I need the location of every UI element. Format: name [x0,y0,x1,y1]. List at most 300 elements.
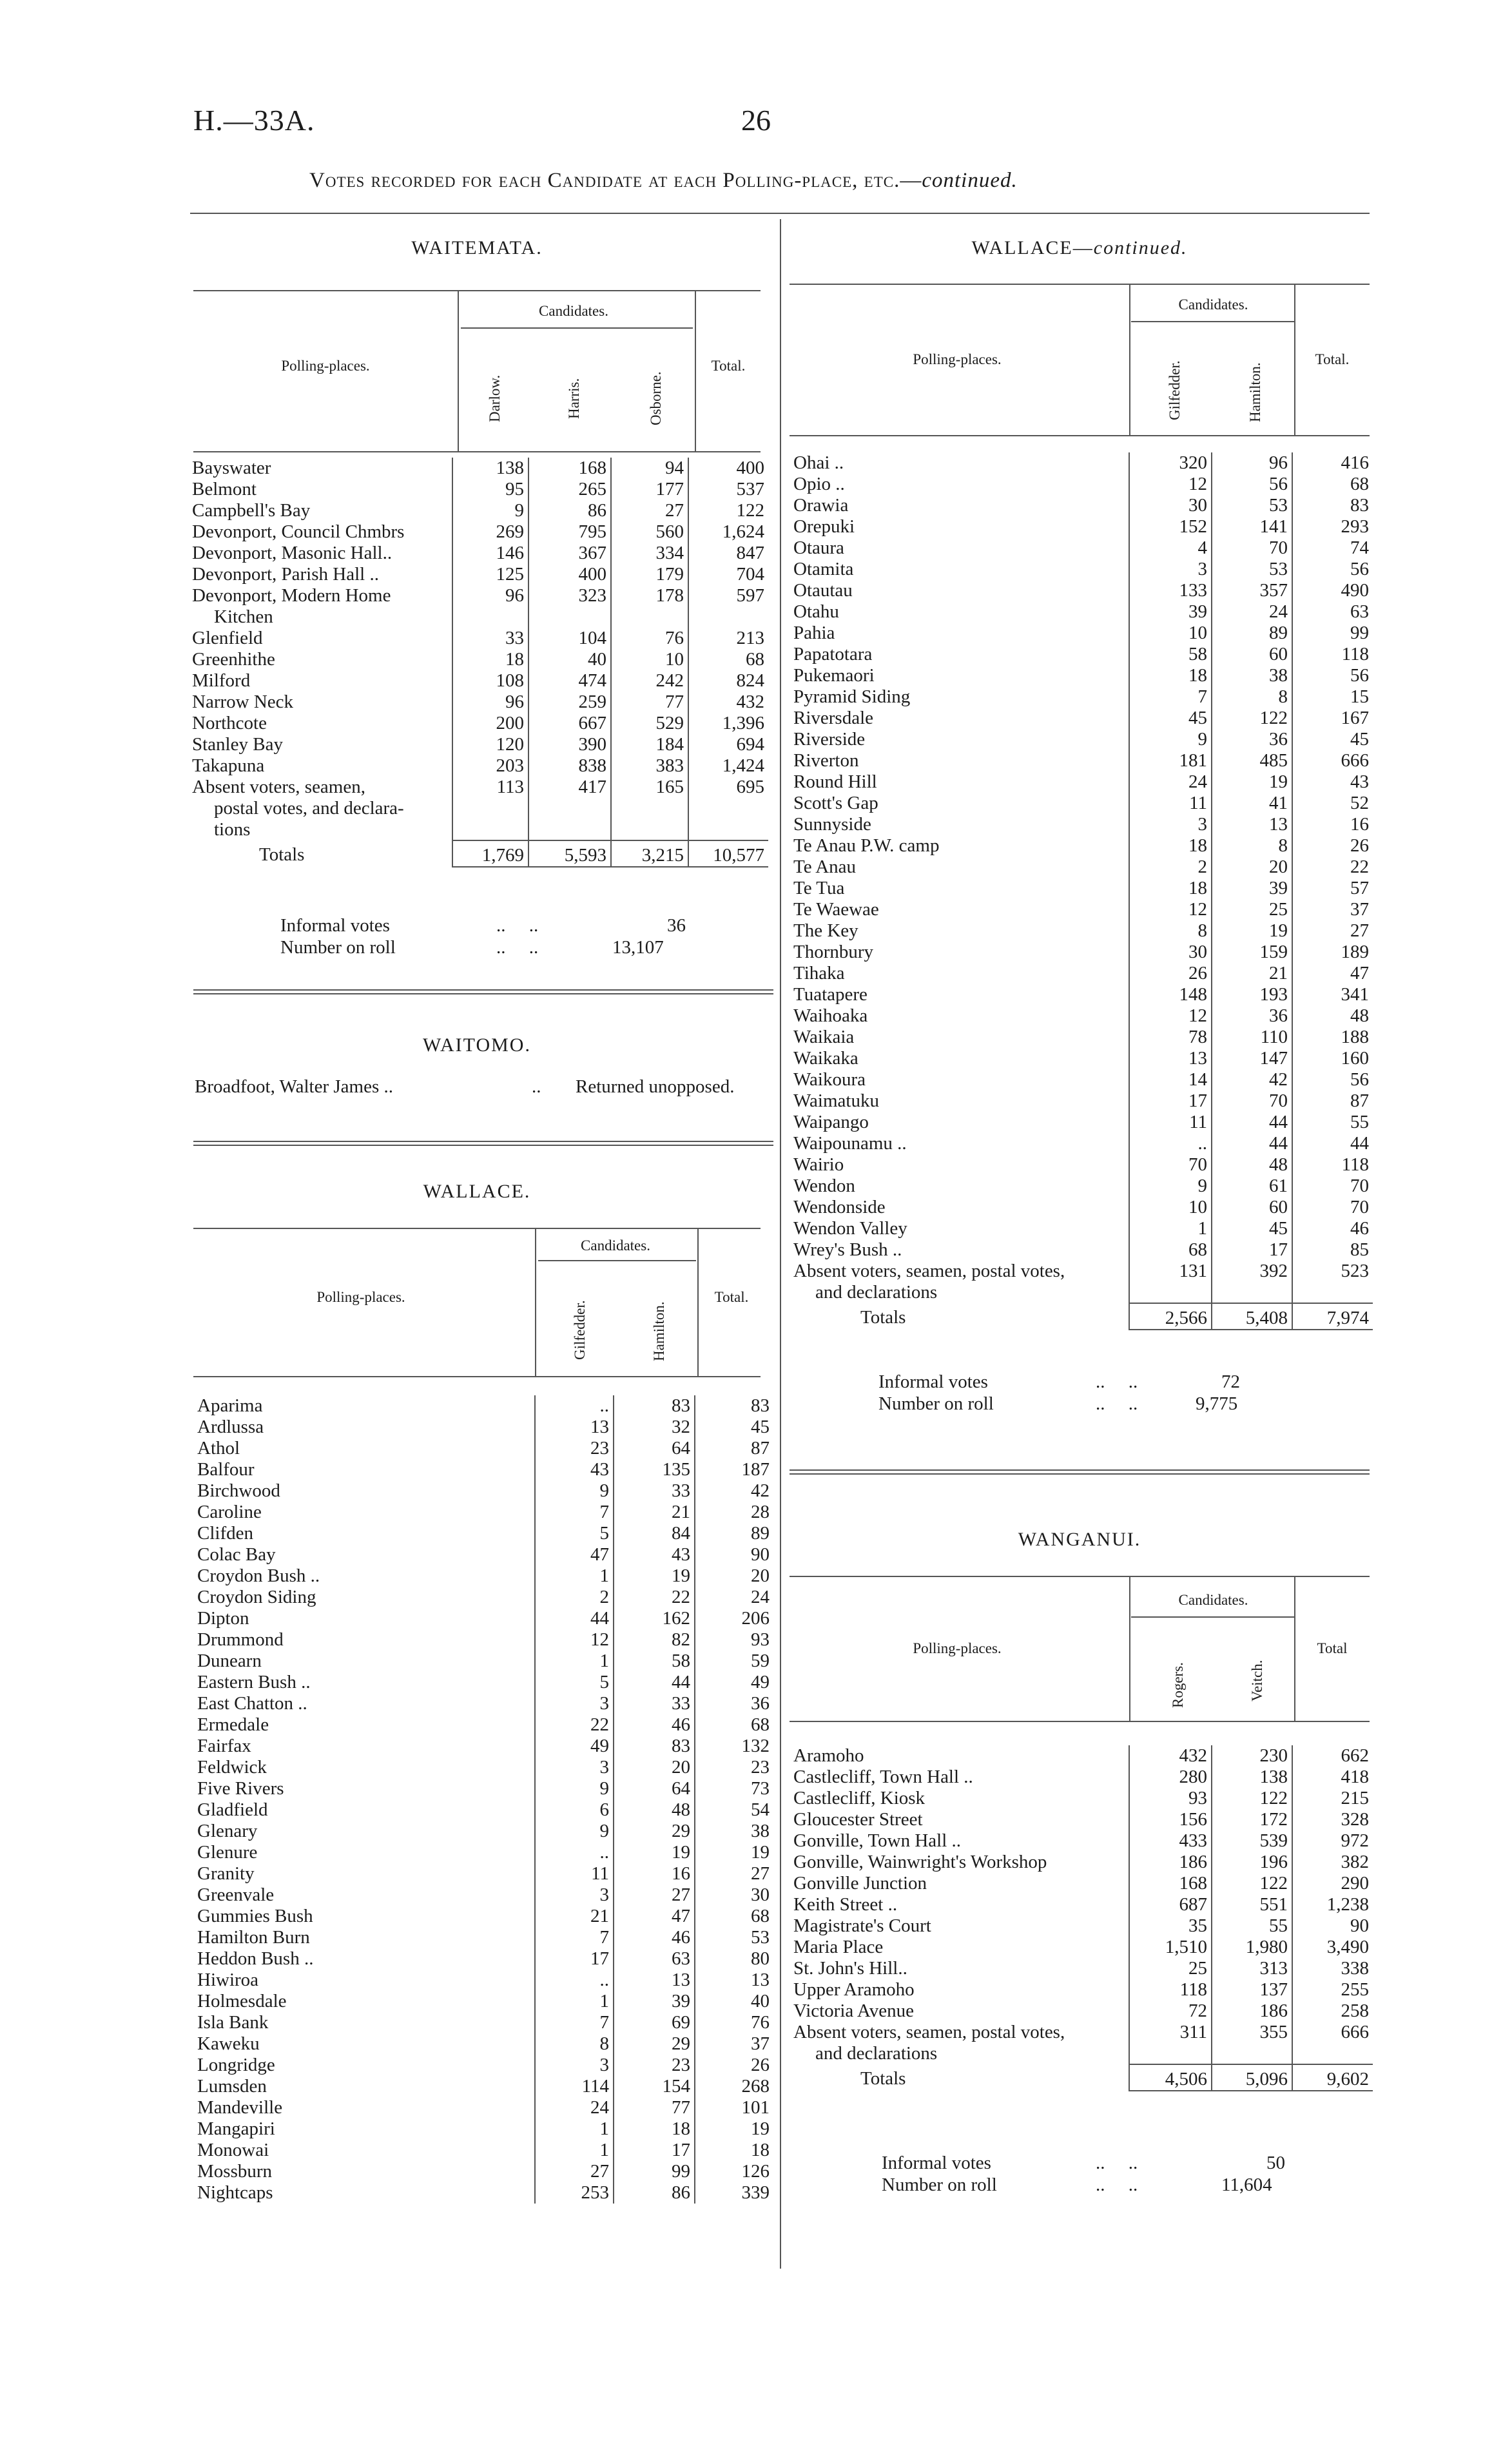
table-row [193,2076,773,2097]
polling-place: Absent voters, seamen, [192,777,365,797]
candidate-total: 2,566 [1129,1303,1212,1330]
polling-place: Devonport, Masonic Hall.. [192,543,393,563]
wanganui-table [790,1745,1373,2091]
row-total: 1,624 [688,521,768,543]
candidate-votes: 8 [1212,686,1292,708]
caption-main: Votes recorded for each Candidate at each Polling-place, etc.— [309,169,922,192]
candidate-total: 5,593 [528,840,611,867]
wallace-table-a [193,1395,773,2204]
grand-total: 10,577 [688,840,768,867]
table-row [188,606,768,628]
row-total: 87 [695,1438,773,1459]
table-row [790,686,1373,708]
polling-place: Stanley Bay [192,734,283,755]
polling-place: Aramoho [793,1745,864,1766]
row-total: 972 [1292,1830,1373,1852]
candidate-votes: 95 [452,479,528,500]
table-row [790,814,1373,835]
row-total: 258 [1292,2001,1373,2022]
table-row [790,1894,1373,1915]
page-caption [309,169,1018,193]
polling-place: Holmesdale [197,1991,287,2011]
table-row [193,1842,773,1863]
candidate-votes: 44 [535,1608,614,1629]
candidate-votes: 53 [1212,495,1292,516]
row-total: 68 [695,1714,773,1736]
candidate-votes: 7 [1129,686,1212,708]
candidate-votes: 18 [1129,835,1212,857]
polling-place: Otamita [793,559,854,579]
polling-place: Colac Bay [197,1544,276,1565]
table-row [790,963,1373,984]
candidate-votes: 230 [1212,1745,1292,1767]
polling-place: Gladfield [197,1799,268,1820]
candidate-votes: 24 [535,2097,614,2118]
row-total: 118 [1292,1154,1373,1176]
candidate-votes: 355 [1212,2022,1292,2043]
polling-place: Heddon Bush .. [197,1948,314,1969]
candidate-votes: 3 [535,1757,614,1778]
table-row [188,713,768,734]
polling-place: Wendon Valley [793,1218,907,1239]
wallace-candidates-header: Candidates. [581,1237,650,1254]
polling-place: Wrey's Bush .. [793,1239,902,1260]
table-row [188,479,768,500]
row-total: 59 [695,1651,773,1672]
row-total: 382 [1292,1852,1373,1873]
polling-place: Bayswater [192,458,271,478]
table-row [193,1629,773,1651]
candidate-votes: 64 [614,1438,695,1459]
candidate-votes: 14 [1129,1069,1212,1090]
wanganui-rows [790,1745,1373,2091]
candidate-votes: 113 [452,777,528,798]
polling-place: Hiwiroa [197,1970,259,1990]
table-row [193,2161,773,2182]
candidate-votes: 18 [452,649,528,670]
candidate-votes: 1 [535,1991,614,2012]
table-row [790,1069,1373,1090]
polling-place: Isla Bank [197,2012,269,2033]
candidate-votes: .. [1129,1133,1212,1154]
candidate-votes: 108 [452,670,528,692]
wallace-cont-title [790,237,1370,259]
row-total: 400 [688,458,768,479]
wallace-head-rule-top [193,1228,761,1229]
table-row [193,1438,773,1459]
row-total: 597 [688,585,768,606]
table-row [790,559,1373,580]
candidate-votes: 390 [528,734,611,755]
candidate-votes: 84 [614,1523,695,1544]
candidate-votes: 39 [614,1991,695,2012]
grand-total: 7,974 [1292,1303,1373,1330]
candidate-votes: 11 [1129,1112,1212,1133]
polling-place: Absent voters, seamen, postal votes, [793,2022,1065,2042]
candidate-votes: 19 [1212,920,1292,942]
candidate-votes: 29 [614,1821,695,1842]
candidate-votes: 60 [1212,644,1292,665]
table-row [193,1480,773,1502]
row-total: 53 [695,1927,773,1948]
candidate-total: 4,506 [1129,2064,1212,2091]
polling-place: Fairfax [197,1736,251,1756]
candidate-votes: 8 [1129,920,1212,942]
table-row [790,1958,1373,1979]
wanganui-head-rule-top [790,1576,1370,1577]
table-row [193,1991,773,2012]
candidate-votes: 432 [1129,1745,1212,1767]
wanganui-head-rule-bottom [790,1721,1370,1722]
polling-place: postal votes, and declara- [214,798,404,819]
candidate-votes: 3 [1129,814,1212,835]
row-total [688,819,768,840]
totals-label: Totals [860,1307,906,1328]
candidate-votes: 27 [611,500,688,521]
candidate-votes: 35 [1129,1915,1212,1937]
candidate-votes: 9 [535,1778,614,1799]
candidate-votes: 20 [614,1757,695,1778]
polling-place: Riversdale [793,708,874,728]
candidate-votes: 159 [1212,942,1292,963]
candidate-votes [1212,1282,1292,1303]
wallace-cont-candidates-header: Candidates. [1178,296,1248,313]
candidate-votes: 43 [614,1544,695,1565]
candidate-votes: 29 [614,2033,695,2055]
polling-place: Birchwood [197,1480,280,1501]
row-total: 87 [1292,1090,1373,1112]
table-row [790,623,1373,644]
candidate-votes: 1 [535,1565,614,1587]
table-row [790,835,1373,857]
table-row [193,1459,773,1480]
candidate-votes: 1 [535,2118,614,2140]
row-total: 13 [695,1970,773,1991]
top-rule [190,213,1370,214]
candidate-votes: 44 [1212,1112,1292,1133]
table-row [193,1863,773,1885]
polling-place: Lumsden [197,2076,267,2097]
candidate-votes: 39 [1212,878,1292,899]
polling-place: Kaweku [197,2033,260,2054]
candidate-votes: 10 [1129,623,1212,644]
table-row [790,516,1373,538]
table-row [790,2001,1373,2022]
candidate-votes: 400 [528,564,611,585]
candidate-votes: 76 [611,628,688,649]
candidate-votes: 77 [614,2097,695,2118]
polling-place: Pukemaori [793,665,875,686]
table-row [193,1970,773,1991]
polling-place: Balfour [197,1459,255,1480]
candidate-votes: 17 [1129,1090,1212,1112]
polling-place: Hamilton Burn [197,1927,310,1948]
wallace-head-rule-bottom [193,1376,761,1377]
table-row [790,1005,1373,1027]
polling-place: Clifden [197,1523,253,1544]
polling-place: Wairio [793,1154,844,1175]
candidate-votes [611,606,688,628]
candidate-votes [452,606,528,628]
row-total: 666 [1292,750,1373,771]
polling-place: Athol [197,1438,240,1458]
row-total: 90 [695,1544,773,1565]
candidate-votes: 9 [535,1821,614,1842]
polling-place: St. John's Hill.. [793,1958,907,1979]
row-total: 213 [688,628,768,649]
table-row [188,543,768,564]
candidate-votes: 30 [1129,942,1212,963]
candidate-votes: 58 [1129,644,1212,665]
candidate-votes: 13 [614,1970,695,1991]
polling-place: Waikoura [793,1069,866,1090]
table-row [790,1176,1373,1197]
row-total: 339 [695,2182,773,2204]
candidate-votes: 392 [1212,1261,1292,1282]
candidate-votes: 135 [614,1459,695,1480]
table-row [790,1239,1373,1261]
polling-place: Papatotara [793,644,873,664]
candidate-votes: 141 [1212,516,1292,538]
table-row [790,1133,1373,1154]
waitomo-end-rule-2 [193,1145,773,1146]
table-row [790,452,1373,474]
candidate-votes: 265 [528,479,611,500]
candidate-votes: 417 [528,777,611,798]
row-total: 80 [695,1948,773,1970]
candidate-votes: 39 [1129,601,1212,623]
candidate-votes: 168 [1129,1873,1212,1894]
wanganui-title: WANGANUI. [1018,1529,1141,1550]
row-total: 160 [1292,1048,1373,1069]
row-total: 83 [1292,495,1373,516]
row-total: 167 [1292,708,1373,729]
candidate-votes: 53 [1212,559,1292,580]
row-total: 76 [695,2012,773,2033]
candidate-votes: 24 [1129,771,1212,793]
row-total [1292,1282,1373,1303]
candidate-votes: 27 [614,1885,695,1906]
table-row [790,1830,1373,1852]
table-row [193,2140,773,2161]
table-row [193,2055,773,2076]
row-total: 3,490 [1292,1937,1373,1958]
waitemata-candidate-2: Harris. [566,378,582,419]
candidate-votes: 2 [1129,857,1212,878]
candidate-votes: 24 [1212,601,1292,623]
candidate-votes: 118 [1129,1979,1212,2001]
row-total: 47 [1292,963,1373,984]
candidate-votes: 162 [614,1608,695,1629]
candidate-votes: 89 [1212,623,1292,644]
table-row [188,628,768,649]
row-total: 1,424 [688,755,768,777]
row-total: 99 [1292,623,1373,644]
polling-place: Thornbury [793,942,874,962]
wallace-cont-title-italic: continued. [1093,237,1188,258]
wanganui-total-vrule [1294,1576,1295,1721]
table-row [790,665,1373,686]
polling-place: Sunnyside [793,814,871,835]
row-total: 45 [695,1417,773,1438]
table-row [790,474,1373,495]
candidate-votes [528,798,611,819]
row-total: 63 [1292,601,1373,623]
candidate-votes: 36 [1212,1005,1292,1027]
waitemata-total-vrule [695,290,696,451]
row-total: 89 [695,1523,773,1544]
polling-place: Orepuki [793,516,855,537]
candidate-votes: 33 [614,1693,695,1714]
polling-place: tions [214,819,251,840]
candidate-votes: 172 [1212,1809,1292,1830]
candidate-votes: 433 [1129,1830,1212,1852]
row-total: 20 [695,1565,773,1587]
candidate-votes: 41 [1212,793,1292,814]
table-row [188,521,768,543]
polling-place: and declarations [815,2043,938,2064]
candidate-votes: 18 [1129,878,1212,899]
polling-place: Kitchen [214,606,273,627]
table-row [188,798,768,819]
candidate-votes: 13 [535,1417,614,1438]
candidate-votes: 68 [1129,1239,1212,1261]
candidate-votes [528,819,611,840]
row-total: 42 [695,1480,773,1502]
row-total: 49 [695,1672,773,1693]
table-row [193,1757,773,1778]
candidate-votes: 19 [614,1842,695,1863]
polling-place: Waihoaka [793,1005,868,1026]
table-row [790,729,1373,750]
candidate-votes: 485 [1212,750,1292,771]
row-total: 93 [695,1629,773,1651]
candidate-votes: 69 [614,2012,695,2033]
table-row [790,1261,1373,1282]
table-row [790,920,1373,942]
polling-place: Takapuna [192,755,265,776]
candidate-votes: 12 [535,1629,614,1651]
row-total: 28 [695,1502,773,1523]
candidate-votes [528,606,611,628]
candidate-votes: 19 [614,1565,695,1587]
wallace-cont-candidates-rule [1131,321,1295,322]
candidate-votes: 13 [1212,814,1292,835]
candidate-votes: 11 [535,1863,614,1885]
polling-place: Victoria Avenue [793,2001,914,2021]
wallace-informal-dots: .. .. [1096,1371,1138,1392]
candidate-votes: 20 [1212,857,1292,878]
waitemata-roll-value: 13,107 [612,937,664,958]
polling-place: Mangapiri [197,2118,275,2139]
candidate-votes: 12 [1129,899,1212,920]
table-row [193,1651,773,1672]
waitemata-rows [188,458,768,867]
row-total: 118 [1292,644,1373,665]
wallace-informal-value: 72 [1221,1371,1240,1392]
candidate-votes: 55 [1212,1915,1292,1937]
table-row [790,857,1373,878]
wallace-cont-head-rule-bottom [790,435,1370,436]
row-total: 46 [1292,1218,1373,1239]
candidate-votes: 184 [611,734,688,755]
row-total: 70 [1292,1197,1373,1218]
candidate-votes: 133 [1129,580,1212,601]
table-row [790,942,1373,963]
candidate-votes: 122 [1212,1873,1292,1894]
row-total: 704 [688,564,768,585]
waitemata-roll-dots: .. .. [496,937,539,958]
polling-place: Glenfield [192,628,263,648]
candidate-votes: 383 [611,755,688,777]
row-total: 37 [695,2033,773,2055]
candidate-votes: 27 [535,2161,614,2182]
candidate-votes: 17 [614,2140,695,2161]
page-number: 26 [741,104,771,137]
table-row [188,819,768,840]
wanganui-informal-value: 50 [1266,2153,1285,2173]
table-row [188,458,768,479]
polling-place: Mossburn [197,2161,273,2182]
table-row [193,2097,773,2118]
candidate-votes: 367 [528,543,611,564]
candidate-votes: .. [535,1842,614,1863]
candidate-votes: 45 [1129,708,1212,729]
wallace-cont-title-main: WALLACE— [971,237,1094,258]
waitemata-candidates-rule [461,327,693,329]
candidate-votes: 56 [1212,474,1292,495]
candidate-votes: 47 [535,1544,614,1565]
wallace-cont-total-vrule [1294,284,1295,435]
waitemata-title: WAITEMATA. [411,237,543,258]
table-row [193,1778,773,1799]
polling-place: Dunearn [197,1651,262,1671]
candidate-votes: 25 [1212,899,1292,920]
table-row [790,1788,1373,1809]
table-row [790,1852,1373,1873]
row-total: 416 [1292,452,1373,474]
candidate-votes: 795 [528,521,611,543]
polling-place: Devonport, Council Chmbrs [192,521,405,542]
polling-place: Drummond [197,1629,284,1650]
polling-place: Glenure [197,1842,258,1863]
row-total: 27 [695,1863,773,1885]
candidate-votes: 17 [1212,1239,1292,1261]
candidate-votes: 1 [1129,1218,1212,1239]
totals-row [790,2064,1373,2091]
polling-place: Mandeville [197,2097,283,2118]
candidate-votes: 186 [1212,2001,1292,2022]
wallace-roll-label: Number on roll [878,1393,994,1414]
candidate-votes: 1,980 [1212,1937,1292,1958]
candidate-votes: 22 [535,1714,614,1736]
page-code: H.—33A. [193,104,315,137]
polling-place: Upper Aramoho [793,1979,915,2000]
table-row [193,1821,773,1842]
candidate-votes: 47 [614,1906,695,1927]
table-row [790,1112,1373,1133]
candidate-votes: 311 [1129,2022,1212,2043]
table-row [790,1027,1373,1048]
table-row [193,1417,773,1438]
candidate-votes: 45 [1212,1218,1292,1239]
table-row [790,708,1373,729]
polling-place: Magistrate's Court [793,1915,931,1936]
wallace-roll-dots: .. .. [1096,1393,1138,1414]
row-total: 537 [688,479,768,500]
row-total: 73 [695,1778,773,1799]
column-divider [780,219,781,2269]
